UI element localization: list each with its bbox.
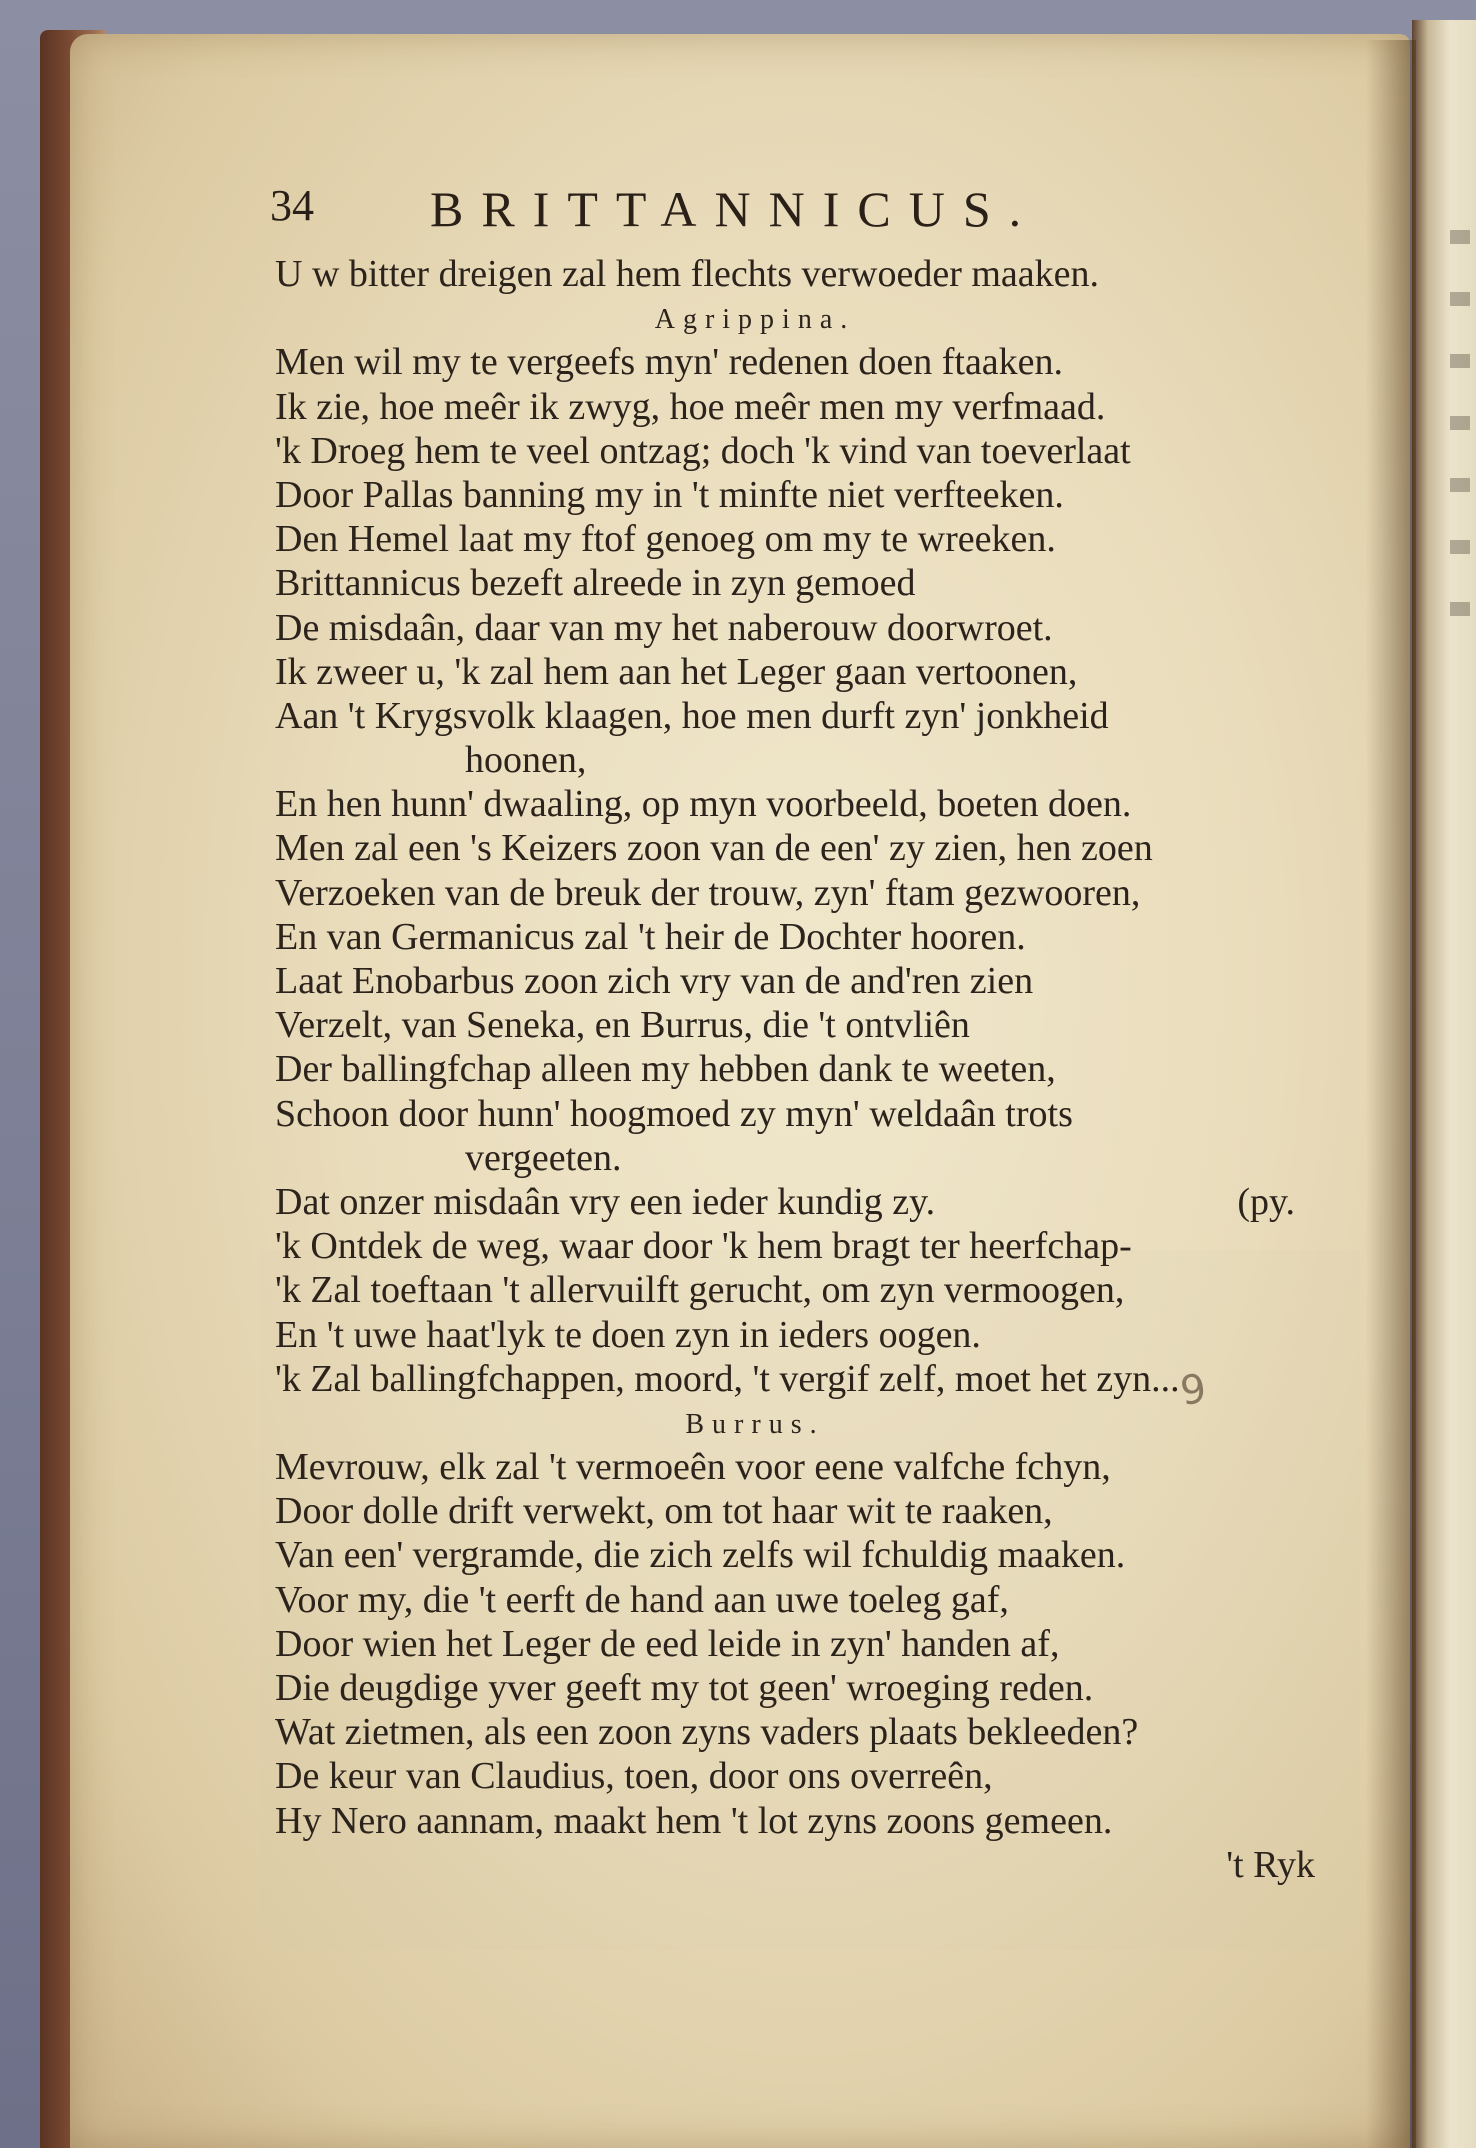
verse-line: Verzelt, van Seneka, en Burrus, die 't ontvliên (275, 1004, 970, 1047)
verse-line: 'k Zal toeftaan 't allervuilft gerucht, om zyn vermoogen, (275, 1269, 1125, 1312)
page-header (270, 180, 1190, 250)
verse-line: En hen hunn' dwaaling, op myn voorbeeld, boeten doen. (275, 783, 1132, 826)
verse-line: Der ballingfchap alleen my hebben dank te weeten, (275, 1048, 1056, 1091)
verse-line: Hy Nero aannam, maakt hem 't lot zyns zoons gemeen. (275, 1799, 1113, 1842)
verse-line: Verzoeken van de breuk der trouw, zyn' ftam gezwooren, (275, 871, 1141, 914)
verse-line: Schoon door hunn' hoogmoed zy myn' weldaân trots (275, 1092, 1073, 1135)
verse-line: Den Hemel laat my ftof genoeg om my te wreeken. (275, 518, 1056, 561)
catchword: 't Ryk (1226, 1843, 1315, 1886)
verse-line: Door wien het Leger de eed leide in zyn' handen af, (275, 1622, 1060, 1665)
running-title: BRITTANNICUS. (430, 181, 1040, 237)
verse-line: Ik zweer u, 'k zal hem aan het Leger gaan vertoonen, (275, 650, 1078, 693)
margin-note: 9 (1177, 1365, 1210, 1415)
page-number: 34 (270, 181, 314, 230)
verse-line: Van een' vergramde, die zich zelfs wil fchuldig maaken. (275, 1534, 1126, 1577)
verse-line: En 't uwe haat'lyk te doen zyn in ieders oogen. (275, 1313, 981, 1356)
verse-line: De misdaân, daar van my het naberouw doorwroet. (275, 606, 1053, 649)
verse-line: Laat Enobarbus zoon zich vry van de and'ren zien (275, 960, 1034, 1002)
verse-line-tail: (py. (1237, 1180, 1295, 1223)
speaker-name: Agrippina. (654, 304, 856, 336)
verse-line: 'k Ontdek de weg, waar door 'k hem bragt ter heerfchap- (275, 1225, 1132, 1268)
verse-line: Brittannicus bezeft alreede in zyn gemoed (275, 562, 916, 605)
verse-line (275, 1180, 1355, 1224)
verse-line: 'k Droeg hem te veel ontzag; doch 'k vind van toeverlaat (275, 429, 1131, 472)
verse-line-text: Dat onzer misdaân vry een ieder kundig zy. (275, 1180, 936, 1223)
verse-line: U w bitter dreigen zal hem flechts verwoeder maaken. (275, 253, 1100, 295)
speaker-name: Burrus. (685, 1408, 825, 1440)
facing-page-text-fragment (1450, 230, 1470, 660)
verse-line: Door Pallas banning my in 't minfte niet verfteeken. (275, 473, 1064, 516)
verse-line: Die deugdige yver geeft my tot geen' wroeging reden. (275, 1667, 1094, 1709)
gutter-shadow (1366, 40, 1416, 2148)
verse-line: Wat zietmen, als een zoon zyns vaders plaats bekleeden? (275, 1711, 1139, 1754)
verse-line: Men wil my te vergeefs myn' redenen doen ftaaken. (275, 341, 1064, 384)
verse-line: Aan 't Krygsvolk klaagen, hoe men durft zyn' jonkheid (275, 694, 1109, 737)
verse-line: Men zal een 's Keizers zoon van de een' zy zien, hen zoen (275, 827, 1153, 870)
verse-line: Voor my, die 't eerft de hand aan uwe toeleg gaf, (275, 1578, 1009, 1621)
verse-line: Ik zie, hoe meêr ik zwyg, hoe meêr men my verfmaad. (275, 385, 1106, 428)
verse-line: De keur van Claudius, toen, door ons overreên, (275, 1755, 993, 1798)
verse-text (275, 252, 1355, 1887)
verse-line-continuation: vergeeten. (465, 1136, 622, 1179)
verse-line-continuation: hoonen, (465, 739, 587, 782)
verse-line: 'k Zal ballingfchappen, moord, 't vergif zelf, moet het zyn... (275, 1357, 1180, 1400)
verse-line: Door dolle drift verwekt, om tot haar wit te raaken, (275, 1490, 1053, 1533)
verse-line: Mevrouw, elk zal 't vermoeên voor eene valfche fchyn, (275, 1446, 1111, 1489)
verse-line: En van Germanicus zal 't heir de Dochter hooren. (275, 915, 1026, 958)
